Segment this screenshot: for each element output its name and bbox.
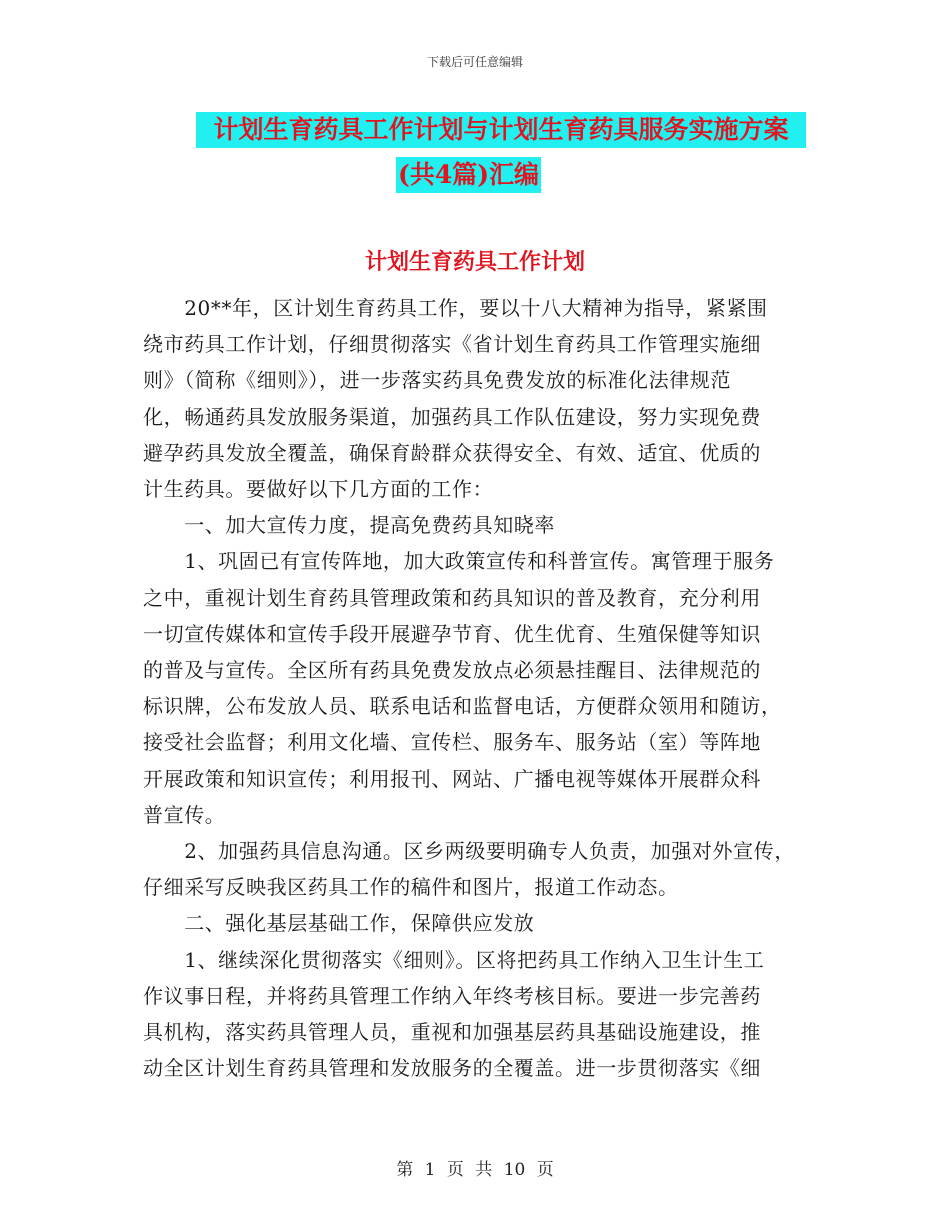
body-line: 的普及与宣传。全区所有药具免费发放点必须悬挂醒目、法律规范的 bbox=[143, 658, 761, 683]
body-line: 1、继续深化贯彻落实《细则》。区将把药具工作纳入卫生计生工 bbox=[143, 947, 765, 972]
body-line: 化，畅通药具发放服务渠道，加强药具工作队伍建设，努力实现免费 bbox=[143, 404, 761, 429]
body-line: 具机构，落实药具管理人员，重视和加强基层药具基础设施建设，推 bbox=[143, 1020, 761, 1045]
body-line: 避孕药具发放全覆盖，确保育龄群众获得安全、有效、适宜、优质的 bbox=[143, 440, 761, 465]
document-title-line-2: (共4篇)汇编 bbox=[396, 157, 541, 193]
header-note: 下载后可任意编辑 bbox=[426, 55, 523, 69]
body-line: 接受社会监督；利用文化墙、宣传栏、服务车、服务站（室）等阵地 bbox=[143, 730, 761, 755]
body-line: 仔细采写反映我区药具工作的稿件和图片，报道工作动态。 bbox=[143, 875, 679, 900]
body-line: 则》（简称《细则》），进一步落实药具免费发放的标准化法律规范 bbox=[143, 368, 731, 393]
body-line: 作议事日程，并将药具管理工作纳入年终考核目标。要进一步完善药 bbox=[143, 983, 761, 1008]
body-line: 普宣传。 bbox=[143, 802, 226, 827]
body-line: 动全区计划生育药具管理和发放服务的全覆盖。进一步贯彻落实《细 bbox=[143, 1056, 761, 1081]
body-line: 标识牌，公布发放人员、联系电话和监督电话，方便群众领用和随访， bbox=[143, 694, 782, 719]
body-line: 一切宣传媒体和宣传手段开展避孕节育、优生优育、生殖保健等知识 bbox=[143, 621, 761, 646]
body-line: 一、加大宣传力度，提高免费药具知晓率 bbox=[143, 513, 555, 538]
page-number-footer: 第 1 页 共 10 页 bbox=[396, 1160, 554, 1180]
body-line: 之中，重视计划生育药具管理政策和药具知识的普及教育，充分利用 bbox=[143, 585, 761, 610]
section-title: 计划生育药具工作计划 bbox=[364, 249, 585, 275]
document-title-line-1: 计划生育药具工作计划与计划生育药具服务实施方案 bbox=[196, 112, 806, 148]
body-line: 开展政策和知识宣传；利用报刊、网站、广播电视等媒体开展群众科 bbox=[143, 766, 761, 791]
body-line: 2、加强药具信息沟通。区乡两级要明确专人负责，加强对外宣传， bbox=[143, 839, 795, 864]
body-line: 计生药具。要做好以下几方面的工作： bbox=[143, 477, 494, 502]
body-line: 二、强化基层基础工作，保障供应发放 bbox=[143, 911, 535, 936]
body-line: 20**年，区计划生育药具工作，要以十八大精神为指导，紧紧围 bbox=[143, 296, 768, 320]
body-text bbox=[143, 290, 811, 1086]
body-line: 绕市药具工作计划，仔细贯彻落实《省计划生育药具工作管理实施细 bbox=[143, 332, 761, 357]
body-line: 1、巩固已有宣传阵地，加大政策宣传和科普宣传。寓管理于服务 bbox=[143, 549, 775, 574]
